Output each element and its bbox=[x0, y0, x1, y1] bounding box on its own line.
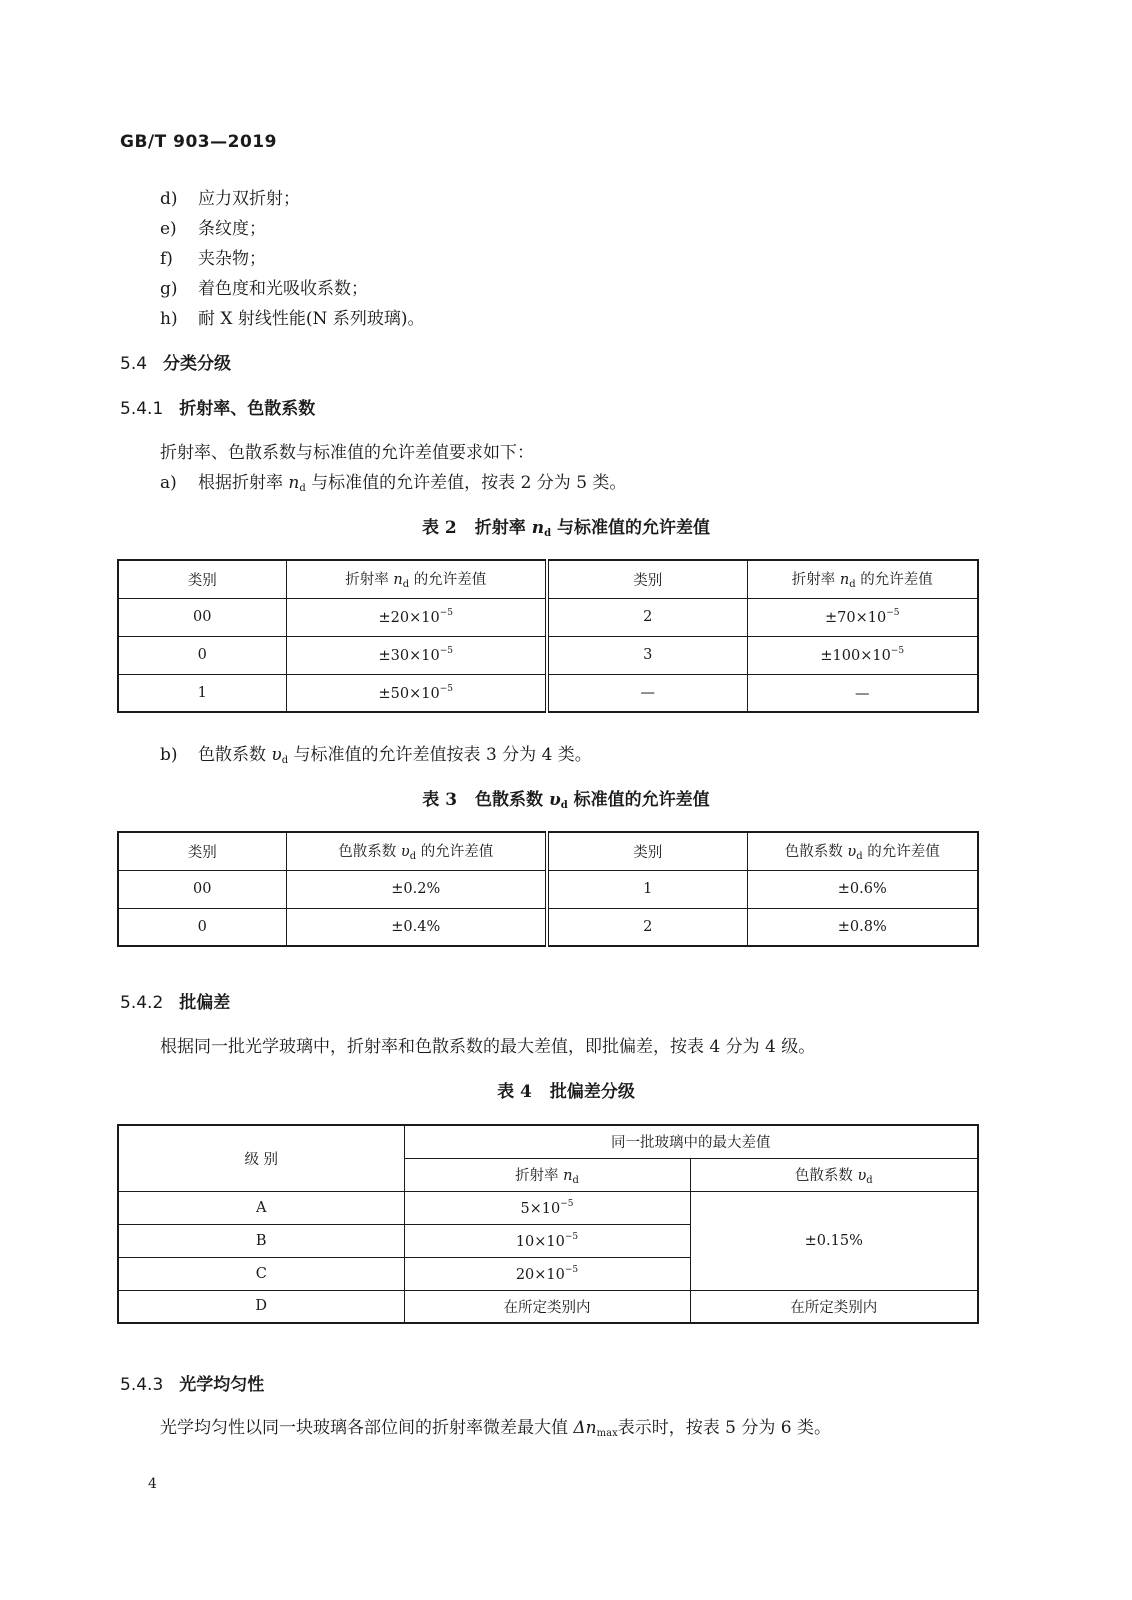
header-text: 的允许差值 bbox=[416, 844, 494, 861]
cell: C bbox=[118, 1257, 404, 1290]
header-cell: 类别 bbox=[118, 560, 286, 598]
table-number: 表 3 bbox=[422, 790, 458, 810]
value-mantissa: 10×10 bbox=[515, 1233, 565, 1250]
subscript-d: d bbox=[544, 528, 552, 539]
table-row bbox=[118, 1290, 978, 1323]
cell: 2 bbox=[547, 908, 747, 946]
paragraph: 折射率、色散系数与标准值的允许差值要求如下： bbox=[160, 443, 534, 463]
section-5-4-heading bbox=[120, 349, 231, 374]
list-text: 色散系数 bbox=[198, 745, 272, 765]
list-text: 根据折射率 bbox=[198, 473, 289, 493]
list-item-a bbox=[160, 468, 626, 494]
header-text: 的允许差值 bbox=[855, 572, 933, 589]
value-exponent: −5 bbox=[560, 1198, 574, 1209]
header-text: 折射率 bbox=[345, 572, 394, 589]
table-header-row bbox=[118, 560, 978, 598]
subscript-max: max bbox=[596, 1428, 618, 1439]
caption-text: 色散系数 bbox=[475, 790, 549, 810]
symbol-v: υ bbox=[847, 844, 857, 861]
value-mantissa: ±100×10 bbox=[820, 648, 891, 664]
list-text: 应力双折射； bbox=[198, 189, 300, 209]
value-exponent: −5 bbox=[439, 646, 453, 656]
subscript-d: d bbox=[402, 579, 410, 591]
list-text: 与标准值的允许差值，按表 2 分为 5 类。 bbox=[305, 473, 627, 493]
cell bbox=[404, 1191, 690, 1224]
subscript-d: d bbox=[409, 851, 417, 863]
table-4 bbox=[117, 1124, 979, 1324]
list-text: 夹杂物； bbox=[198, 249, 266, 269]
table-row bbox=[118, 598, 978, 636]
cell: 1 bbox=[547, 870, 747, 908]
section-number: 5.4.1 bbox=[120, 399, 164, 419]
table-4-caption bbox=[0, 1077, 1132, 1102]
cell: 3 bbox=[547, 636, 747, 674]
section-title: 批偏差 bbox=[179, 993, 231, 1013]
cell: ±0.8% bbox=[747, 908, 978, 946]
table-3 bbox=[117, 831, 979, 947]
cell: A bbox=[118, 1191, 404, 1224]
cell: ±0.2% bbox=[286, 870, 547, 908]
list-text: 与标准值的允许差值按表 3 分为 4 类。 bbox=[288, 745, 592, 765]
header-text: 的允许差值 bbox=[409, 572, 487, 589]
caption-text: 批偏差分级 bbox=[549, 1082, 635, 1102]
header-cell bbox=[286, 832, 547, 870]
table-2-caption bbox=[0, 513, 1132, 539]
subscript-d: d bbox=[849, 579, 856, 591]
cell: — bbox=[547, 674, 747, 712]
table-row bbox=[118, 674, 978, 712]
cell bbox=[747, 598, 978, 636]
cell: 00 bbox=[118, 870, 286, 908]
list-label: h) bbox=[160, 309, 178, 329]
header-text: 折射率 bbox=[791, 572, 840, 589]
table-2 bbox=[117, 559, 979, 713]
cell: 0 bbox=[118, 636, 286, 674]
cell bbox=[286, 598, 547, 636]
list-label: f) bbox=[160, 249, 173, 269]
table-row bbox=[118, 908, 978, 946]
cell bbox=[286, 636, 547, 674]
symbol-n: n bbox=[531, 518, 545, 538]
symbol-v: υ bbox=[271, 745, 282, 765]
value-mantissa: ±70×10 bbox=[825, 610, 887, 626]
subscript-d: d bbox=[560, 800, 568, 811]
header-text: 色散系数 bbox=[794, 1167, 858, 1184]
table-3-caption bbox=[0, 785, 1132, 811]
cell: ±0.6% bbox=[747, 870, 978, 908]
section-number: 5.4 bbox=[120, 354, 148, 374]
value-exponent: −5 bbox=[564, 1231, 579, 1242]
symbol-v: υ bbox=[548, 790, 561, 810]
caption-text: 折射率 bbox=[474, 518, 532, 538]
symbol-v: υ bbox=[400, 844, 410, 861]
cell: 在所定类别内 bbox=[404, 1290, 690, 1323]
list-label: e) bbox=[160, 219, 177, 239]
cell bbox=[404, 1224, 690, 1257]
list-text: 耐 X 射线性能(N 系列玻璃)。 bbox=[198, 309, 425, 329]
cell bbox=[404, 1257, 690, 1290]
list-text: 着色度和光吸收系数； bbox=[198, 279, 368, 299]
paragraph bbox=[160, 1413, 831, 1439]
section-5-4-2-heading bbox=[120, 988, 230, 1013]
cell: D bbox=[118, 1290, 404, 1323]
header-cell: 类别 bbox=[547, 560, 747, 598]
list-item bbox=[160, 214, 266, 239]
value-exponent: −5 bbox=[890, 646, 905, 656]
cell: B bbox=[118, 1224, 404, 1257]
section-title: 分类分级 bbox=[163, 354, 232, 374]
table-row bbox=[118, 1191, 978, 1224]
symbol-n: n bbox=[393, 572, 403, 589]
subscript-d: d bbox=[281, 755, 289, 766]
list-item bbox=[160, 304, 424, 329]
value-mantissa: 20×10 bbox=[515, 1266, 565, 1283]
table-row bbox=[118, 636, 978, 674]
table-header-row bbox=[118, 1125, 978, 1158]
value-mantissa: ±20×10 bbox=[378, 610, 440, 626]
cell: 1 bbox=[118, 674, 286, 712]
header-text: 色散系数 bbox=[338, 844, 401, 861]
header-cell bbox=[747, 832, 978, 870]
header-cell bbox=[286, 560, 547, 598]
value-mantissa: ±50×10 bbox=[378, 685, 440, 702]
symbol-v: υ bbox=[857, 1167, 867, 1184]
value-mantissa: ±30×10 bbox=[378, 648, 440, 664]
caption-text: 与标准值的允许差值 bbox=[551, 518, 710, 538]
table-number: 表 4 bbox=[497, 1082, 532, 1102]
value-exponent: −5 bbox=[564, 1264, 579, 1275]
subscript-d: d bbox=[572, 1174, 579, 1186]
cell bbox=[286, 674, 547, 712]
paragraph-text: 表示时，按表 5 分为 6 类。 bbox=[617, 1418, 831, 1438]
subscript-d: d bbox=[866, 1174, 873, 1186]
section-title: 光学均匀性 bbox=[179, 1375, 265, 1395]
section-title: 折射率、色散系数 bbox=[179, 399, 316, 419]
list-item-b bbox=[160, 740, 592, 766]
table-header-row bbox=[118, 832, 978, 870]
list-item bbox=[160, 244, 266, 269]
value-mantissa: — bbox=[855, 685, 870, 702]
table-number: 表 2 bbox=[422, 518, 457, 538]
header-text: 折射率 bbox=[515, 1167, 564, 1184]
symbol-n: n bbox=[563, 1167, 573, 1184]
page-number: 4 bbox=[148, 1476, 157, 1492]
list-label: d) bbox=[160, 189, 178, 209]
list-label: g) bbox=[160, 279, 178, 299]
list-text: 条纹度； bbox=[198, 219, 266, 239]
table-row bbox=[118, 870, 978, 908]
header-cell: 类别 bbox=[547, 832, 747, 870]
cell bbox=[747, 636, 978, 674]
cell: ±0.4% bbox=[286, 908, 547, 946]
section-5-4-1-heading bbox=[120, 394, 315, 419]
subscript-d: d bbox=[299, 483, 306, 494]
cell: 00 bbox=[118, 598, 286, 636]
cell: 0 bbox=[118, 908, 286, 946]
header-text: 的允许差值 bbox=[862, 844, 940, 861]
cell: 在所定类别内 bbox=[690, 1290, 978, 1323]
value-exponent: −5 bbox=[439, 683, 453, 694]
symbol-n: n bbox=[839, 572, 850, 589]
section-number: 5.4.3 bbox=[120, 1375, 164, 1395]
section-number: 5.4.2 bbox=[120, 993, 164, 1013]
header-cell bbox=[404, 1158, 690, 1191]
cell: 2 bbox=[547, 598, 747, 636]
document-code: GB/T 903—2019 bbox=[120, 132, 277, 152]
header-cell-group: 同一批玻璃中的最大差值 bbox=[404, 1125, 978, 1158]
value-exponent: −5 bbox=[439, 608, 453, 618]
value-exponent: −5 bbox=[886, 608, 900, 618]
header-cell bbox=[747, 560, 978, 598]
list-item bbox=[160, 274, 368, 299]
merged-cell: ±0.15% bbox=[690, 1191, 978, 1290]
list-label: b) bbox=[160, 745, 178, 765]
symbol-delta-n: Δn bbox=[573, 1418, 597, 1438]
section-5-4-3-heading bbox=[120, 1370, 264, 1395]
header-cell: 类别 bbox=[118, 832, 286, 870]
paragraph: 根据同一批光学玻璃中，折射率和色散系数的最大差值，即批偏差，按表 4 分为 4 级。 bbox=[160, 1037, 816, 1057]
symbol-n: n bbox=[288, 473, 300, 493]
cell bbox=[747, 674, 978, 712]
list-item bbox=[160, 184, 300, 209]
header-cell bbox=[690, 1158, 978, 1191]
caption-text: 标准值的允许差值 bbox=[567, 790, 710, 810]
header-cell-grade: 级 别 bbox=[118, 1125, 404, 1191]
list-label: a) bbox=[160, 473, 177, 493]
header-text: 色散系数 bbox=[784, 844, 848, 861]
value-mantissa: 5×10 bbox=[520, 1200, 561, 1217]
subscript-d: d bbox=[856, 851, 863, 863]
paragraph-text: 光学均匀性以同一块玻璃各部位间的折射率微差最大值 bbox=[160, 1418, 574, 1438]
